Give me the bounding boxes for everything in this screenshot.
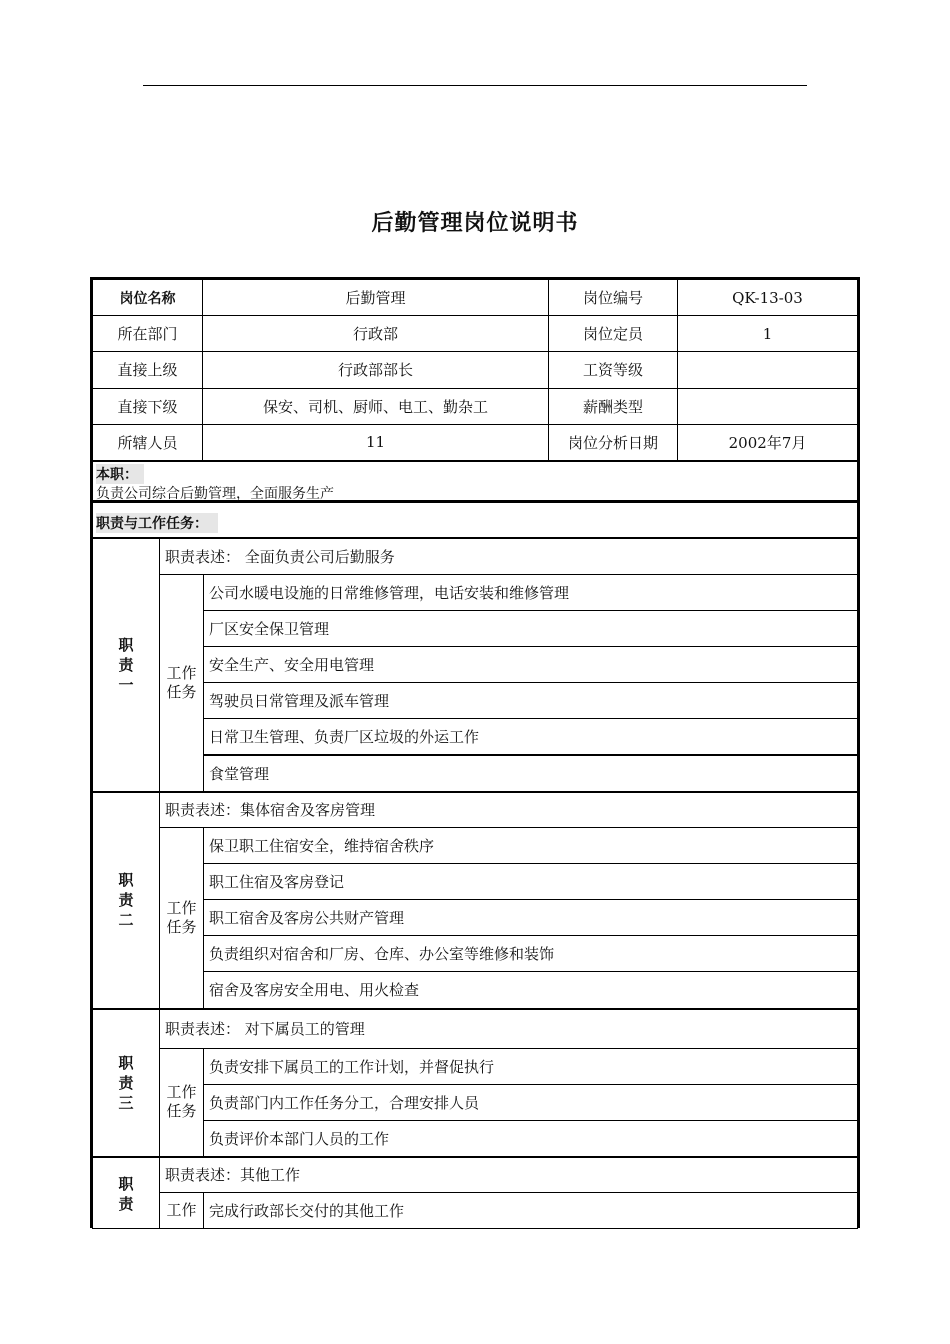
duty-name: 职 责 <box>92 1156 160 1229</box>
info-value: 2002年7月 <box>677 424 858 461</box>
info-label: 直接下级 <box>92 388 203 425</box>
task-item: 负责组织对宿舍和厂房、仓库、办公室等维修和装饰 <box>203 935 858 972</box>
task-label: 工作任务 <box>159 1048 204 1157</box>
task-item: 职工住宿及客房登记 <box>203 863 858 900</box>
primary-duty-label: 本职： <box>96 464 144 484</box>
info-label: 岗位编号 <box>548 279 678 316</box>
task-item: 公司水暖电设施的日常维修管理，电话安装和维修管理 <box>203 574 858 611</box>
info-label: 岗位名称 <box>92 279 203 316</box>
header-rule <box>143 85 807 86</box>
task-item: 负责评价本部门人员的工作 <box>203 1120 858 1157</box>
task-label: 工作任务 <box>159 827 204 1009</box>
duty-statement: 职责表述：集体宿舍及客房管理 <box>159 791 858 828</box>
primary-duty-text: 负责公司综合后勤管理，全面服务生产 <box>96 486 334 502</box>
info-label: 所辖人员 <box>92 424 203 461</box>
task-item: 完成行政部长交付的其他工作 <box>203 1192 858 1229</box>
duty-statement: 职责表述：其他工作 <box>159 1156 858 1193</box>
info-value: 行政部 <box>202 315 549 352</box>
task-item: 保卫职工住宿安全，维持宿舍秩序 <box>203 827 858 864</box>
duty-name: 职 责 二 <box>92 791 160 1009</box>
task-item: 厂区安全保卫管理 <box>203 610 858 647</box>
task-item: 安全生产、安全用电管理 <box>203 646 858 683</box>
task-label: 工作任务 <box>159 574 204 792</box>
info-value: 1 <box>677 315 858 352</box>
duty-name: 职 责 一 <box>92 538 160 792</box>
info-value <box>677 351 858 388</box>
primary-duty-block <box>92 460 858 501</box>
info-value: 后勤管理 <box>202 279 549 316</box>
duty-statement: 职责表述： 全面负责公司后勤服务 <box>159 538 858 575</box>
task-item: 职工宿舍及客房公共财产管理 <box>203 899 858 936</box>
task-item: 驾驶员日常管理及派车管理 <box>203 682 858 719</box>
task-label: 工作 <box>159 1192 204 1229</box>
info-label: 所在部门 <box>92 315 203 352</box>
task-item: 宿舍及客房安全用电、用火检查 <box>203 971 858 1008</box>
job-description-table <box>90 277 860 1228</box>
task-item: 负责安排下属员工的工作计划，并督促执行 <box>203 1048 858 1085</box>
document-title: 后勤管理岗位说明书 <box>371 211 579 236</box>
info-value: QK-13-03 <box>677 279 858 316</box>
info-value: 11 <box>202 424 549 461</box>
duty-statement: 职责表述： 对下属员工的管理 <box>159 1008 858 1049</box>
task-item: 负责部门内工作任务分工，合理安排人员 <box>203 1084 858 1121</box>
task-item: 食堂管理 <box>203 755 858 792</box>
info-label: 岗位定员 <box>548 315 678 352</box>
info-label: 薪酬类型 <box>548 388 678 425</box>
info-value <box>677 388 858 425</box>
info-label: 岗位分析日期 <box>548 424 678 461</box>
task-item: 日常卫生管理、负责厂区垃圾的外运工作 <box>203 718 858 755</box>
duties-header-label: 职责与工作任务： <box>96 513 218 533</box>
info-value: 保安、司机、厨师、电工、勤杂工 <box>202 388 549 425</box>
info-label: 工资等级 <box>548 351 678 388</box>
info-value: 行政部部长 <box>202 351 549 388</box>
duty-name: 职 责 三 <box>92 1008 160 1157</box>
duties-header <box>92 501 858 538</box>
info-label: 直接上级 <box>92 351 203 388</box>
